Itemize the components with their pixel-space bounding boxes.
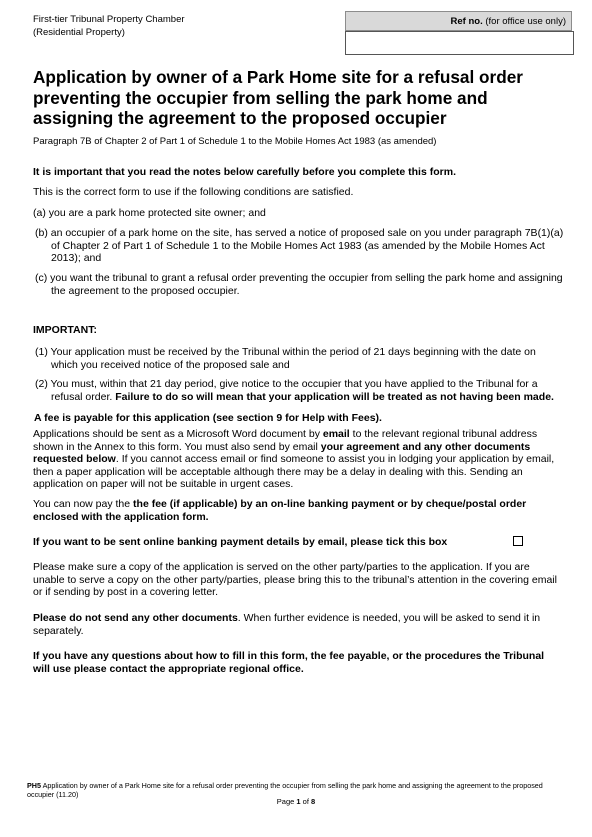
ref-no-field[interactable] <box>345 31 574 55</box>
footer-form-code: PH5 <box>27 781 41 790</box>
no-other-documents-rest: . When further evidence is needed, you will be asked to send it in separately. <box>33 612 541 637</box>
condition-a: (a) you are a park home protected site owner; and <box>33 207 266 219</box>
footer-form-title: Application by owner of a Park Home site for a refusal order preventing the occupier from selling the park home and assigning the agreement to the proposed occupier (11.20) <box>27 781 543 799</box>
correct-form-line: This is the correct form to use if the following conditions are satisfied. <box>33 186 354 198</box>
fee-instructions-text-2: to the relevant regional tribunal address shown in the Annex to this form. You must also send by email <box>33 428 538 453</box>
online-banking-checkbox[interactable] <box>513 536 523 546</box>
condition-c: (c) you want the tribunal to grant a refusal order preventing the occupier from selling the park home and assigning the agreement to the proposed occupier. <box>35 272 563 297</box>
questions-note: If you have any questions about how to fill in this form, the fee payable, or the procedures the Tribunal will use please contact the appropriate regional office. <box>33 650 545 675</box>
page-of: of <box>300 797 312 806</box>
fee-instructions <box>33 428 563 491</box>
no-other-documents-bold: Please do not send any other documents <box>33 612 238 624</box>
fee-payment-method: the fee (if applicable) by an on-line banking payment or by cheque/postal order enclosed with the application form. <box>33 498 527 523</box>
important-heading: IMPORTANT: <box>33 324 97 336</box>
ref-no-header <box>345 11 572 31</box>
page-number <box>0 797 592 806</box>
page-current: 1 <box>296 797 301 806</box>
ref-no-note: (for office use only) <box>485 16 566 27</box>
fee-instructions-docs: your agreement and any other documents requested below <box>33 440 531 465</box>
page-prefix: Page <box>276 797 297 806</box>
important-notes-line: It is important that you read the notes below carefully before you complete this form. <box>33 166 456 178</box>
ref-no-label: Ref no. <box>450 16 483 27</box>
fee-payment-text: You can now pay the <box>33 498 134 510</box>
form-subtitle: Paragraph 7B of Chapter 2 of Part 1 of Schedule 1 to the Mobile Homes Act 1983 (as amended) <box>33 136 437 147</box>
fee-instructions-email: email <box>322 428 350 440</box>
important-item-2 <box>35 378 565 403</box>
important-item-2-warning: Failure to do so will mean that your application will be treated as not having been made. <box>115 390 554 403</box>
no-other-documents-note <box>33 612 563 637</box>
condition-b: (b) an occupier of a park home on the site, has served a notice of proposed sale on you under paragraph 7B(1)(a) of Chapter 2 of Part 1 of Schedule 1 to the Mobile Homes Act 1983 (as amended by the Mobile Homes Act 2013); and <box>35 227 564 264</box>
fee-heading: A fee is payable for this application (see section 9 for Help with Fees). <box>34 412 382 424</box>
form-title: Application by owner of a Park Home site for a refusal order preventing the occupier from selling the park home and assigning the agreement to the proposed occupier <box>33 67 523 128</box>
important-item-2-text: (2) You must, within that 21 day period, give notice to the occupier that you have applied to the Tribunal for a refusal order. <box>35 378 538 403</box>
org-line-1: First-tier Tribunal Property Chamber <box>33 14 185 25</box>
org-line-2: (Residential Property) <box>33 26 125 38</box>
important-item-1: (1) Your application must be received by the Tribunal within the period of 21 days beginning with the date on which you received notice of the proposed sale and <box>35 346 536 371</box>
fee-instructions-text-1: Applications should be sent as a Microsoft Word document by <box>33 428 323 440</box>
tribunal-name <box>33 14 185 39</box>
fee-payment-line <box>33 498 563 523</box>
tick-box-label: If you want to be sent online banking payment details by email, please tick this box <box>33 536 448 548</box>
page-total: 8 <box>311 797 316 806</box>
copy-serve-note: Please make sure a copy of the application is served on the other party/parties to the application. If you are unable to serve a copy on the other party/parties, please bring this to the tribunal’s attention in the covering email or if sending by post in a covering letter. <box>33 561 557 598</box>
fee-instructions-text-3: . If you cannot access email or find someone to assist you in lodging your application by email, then a paper application will be acceptable although there may be a delay in dealing with this. Sending an application on paper will not be suitable in urgent cases. <box>33 453 555 490</box>
